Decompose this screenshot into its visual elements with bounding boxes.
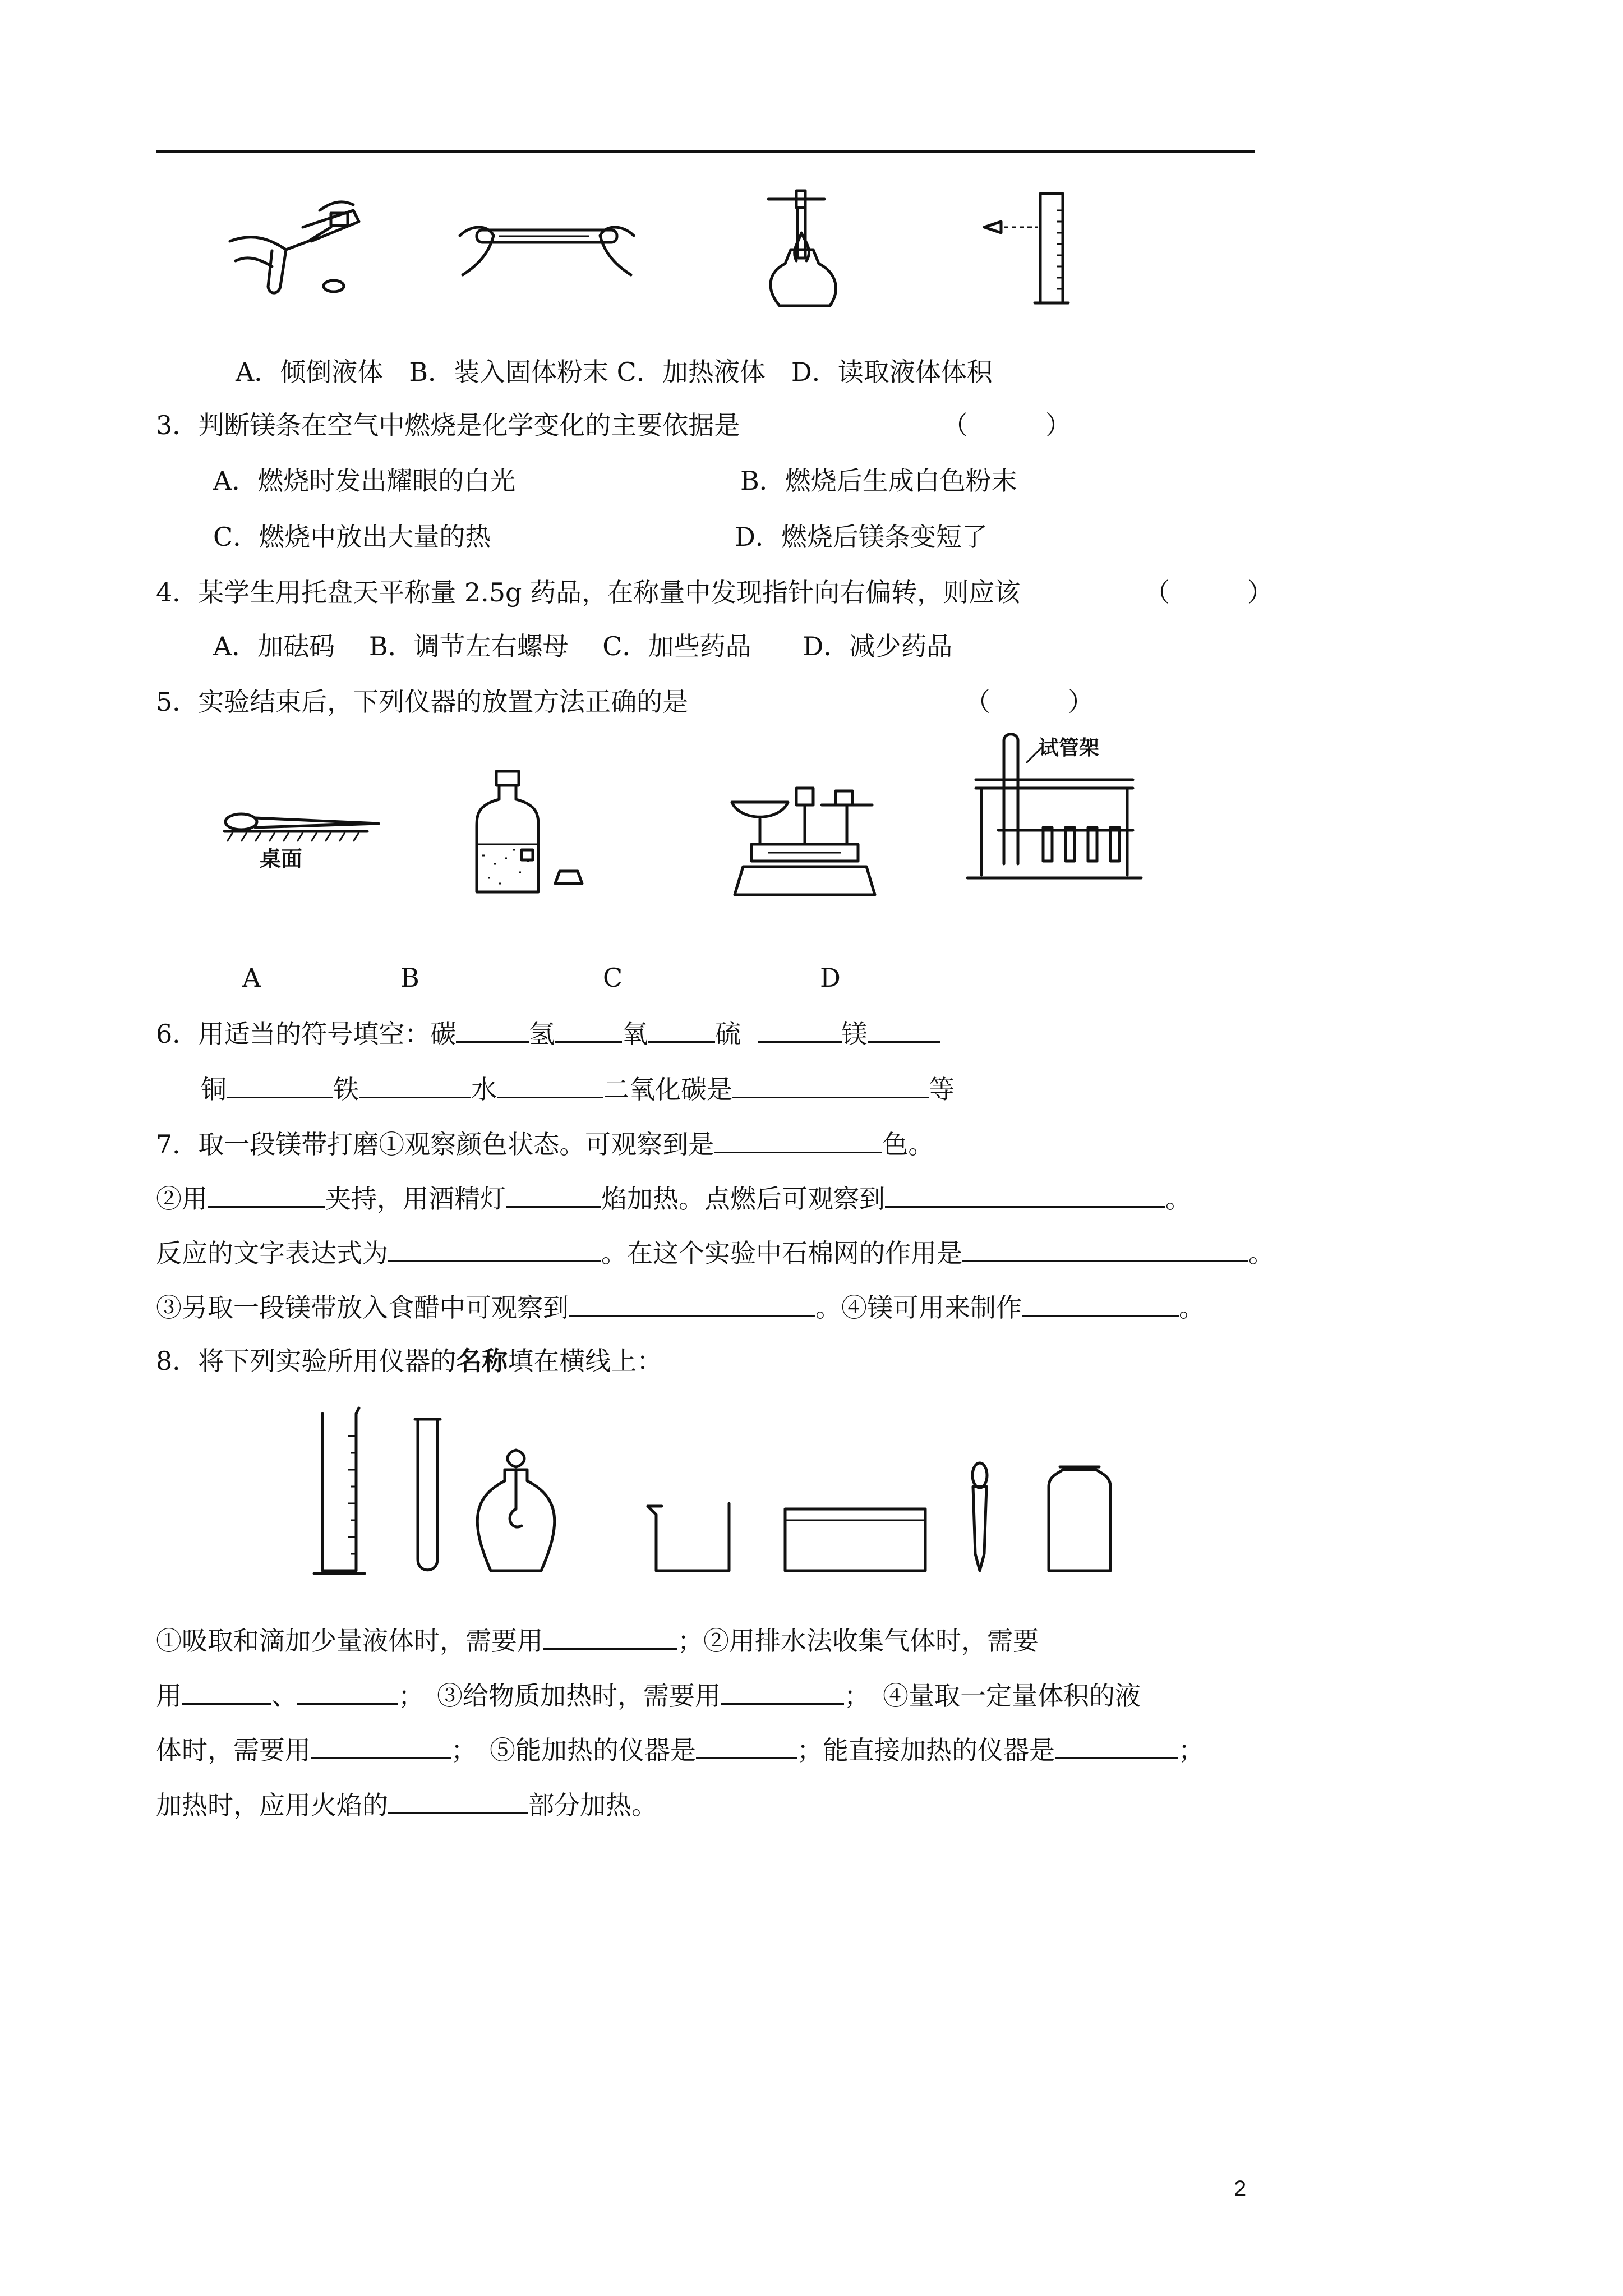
blank-gas-2[interactable] — [297, 1676, 398, 1705]
blank-copper[interactable] — [227, 1070, 333, 1098]
question-5-answer-paren: （ ） — [965, 687, 1094, 717]
q8-direct-heat-prompt: ；能直接加热的仪器是 — [797, 1735, 1055, 1765]
q8-stem-bold: 名称 — [456, 1346, 508, 1376]
question-5-label-d: D — [820, 963, 841, 993]
q6-hydrogen: 氢 — [529, 1019, 555, 1049]
q8-comma: 、 — [271, 1681, 297, 1711]
blank-magnesium[interactable] — [868, 1014, 940, 1043]
alcohol-lamp-icon — [477, 1450, 554, 1571]
q8-stem-b: 填在横线上： — [508, 1346, 663, 1376]
blank-heat[interactable] — [721, 1676, 844, 1705]
q7-vinegar: ③另取一段镁带放入食醋中可观察到 — [156, 1292, 569, 1323]
blank-co2[interactable] — [732, 1070, 929, 1098]
blank-flame[interactable] — [506, 1179, 601, 1208]
question-3-stem: 3．判断镁条在空气中燃烧是化学变化的主要依据是 — [156, 410, 740, 440]
blank-iron[interactable] — [359, 1070, 471, 1098]
q7-equation-label: 反应的文字表达式为 — [156, 1238, 388, 1268]
blank-holder[interactable] — [208, 1179, 325, 1208]
q8-heat-prompt: ； ③给物质加热时，需要用 — [398, 1681, 721, 1711]
figure-5c-balance — [723, 777, 886, 900]
beaker-icon — [648, 1503, 729, 1571]
label-test-tube-rack: 试管架 — [1039, 737, 1100, 760]
question-8-stem — [156, 1343, 662, 1378]
question-5-stem: 5．实验结束后，下列仪器的放置方法正确的是 — [156, 687, 689, 717]
q8-measure-cont: 体时，需要用 — [156, 1735, 311, 1765]
graduated-cylinder-icon — [314, 1408, 365, 1573]
test-tube-icon — [415, 1419, 440, 1570]
q8-dropper-prompt: ①吸取和滴加少量液体时，需要用 — [156, 1626, 543, 1656]
q7-use: ②用 — [156, 1184, 208, 1214]
question-6-line-1 — [156, 1014, 940, 1051]
question-4-stem: 4．某学生用托盘天平称量 2.5g 药品，在称量中发现指针向右偏转，则应该 — [156, 577, 1021, 608]
question-8-line-1 — [156, 1621, 1039, 1658]
question-7-line-1 — [156, 1125, 934, 1162]
blank-magnesium-use[interactable] — [1022, 1288, 1179, 1317]
figure-captions: A．倾倒液体 B．装入固体粉末 C．加热液体 D．读取液体体积 — [236, 357, 993, 387]
figure-pour-liquid — [219, 188, 381, 300]
blank-dropper[interactable] — [543, 1621, 677, 1650]
q6-stem: 6．用适当的符号填空：碳 — [156, 1019, 457, 1049]
q6-etc: 等 — [929, 1074, 955, 1105]
figure-heat-liquid — [757, 188, 852, 311]
figure-add-powder — [454, 213, 639, 292]
figure-5a-dropper-on-table — [222, 797, 390, 881]
blank-color[interactable] — [714, 1125, 882, 1153]
q6-iron: 铁 — [333, 1074, 359, 1105]
q6-co2: 二氧化碳是 — [603, 1074, 732, 1105]
q7-period-3: 。 — [1179, 1292, 1205, 1323]
blank-sulfur[interactable] — [758, 1014, 842, 1043]
header-rule — [156, 150, 1255, 153]
question-6-line-2 — [201, 1070, 955, 1107]
question-8-line-2 — [156, 1676, 1141, 1713]
blank-heatable[interactable] — [696, 1731, 797, 1759]
q7-uses: 。④镁可用来制作 — [815, 1292, 1022, 1323]
blank-vinegar-observation[interactable] — [569, 1288, 815, 1317]
question-8-line-4 — [156, 1786, 657, 1823]
question-3-option-d: D．燃烧后镁条变短了 — [735, 522, 988, 552]
q6-copper: 铜 — [201, 1074, 227, 1105]
q6-magnesium: 镁 — [841, 1019, 868, 1049]
blank-hydrogen[interactable] — [555, 1014, 622, 1043]
question-8-line-3 — [156, 1731, 1204, 1768]
q8-heatable-prompt: ； ⑤能加热的仪器是 — [451, 1735, 696, 1765]
q6-oxygen: 氧 — [622, 1019, 648, 1049]
question-3-option-a: A．燃烧时发出耀眼的白光 — [213, 466, 516, 496]
page-number: 2 — [1234, 2177, 1247, 2201]
figure-instruments-row — [303, 1402, 1122, 1588]
figure-read-volume — [979, 188, 1102, 311]
q7-observe: 焰加热。点燃后可观察到 — [601, 1184, 885, 1214]
figure-5b-reagent-bottle — [465, 766, 589, 900]
label-table-surface: 桌面 — [260, 846, 303, 871]
q8-gas-prompt: ；②用排水法收集气体时，需要 — [677, 1626, 1039, 1656]
blank-flame-part[interactable] — [388, 1786, 528, 1814]
dropper-icon — [972, 1463, 987, 1571]
q7-hold: 夹持，用酒精灯 — [325, 1184, 506, 1214]
gas-jar-icon — [1049, 1467, 1110, 1571]
question-4-answer-paren: （ ） — [1144, 577, 1273, 608]
question-4-options: A．加砝码 B．调节左右螺母 C．加些药品 D．减少药品 — [213, 631, 953, 661]
q7-period-1: 。 — [1165, 1184, 1191, 1214]
q8-semicolon: ； — [1178, 1735, 1204, 1765]
q8-use: 用 — [156, 1681, 182, 1711]
question-5-label-b: B — [400, 963, 419, 993]
question-3-answer-paren: （ ） — [942, 410, 1071, 440]
blank-direct-heat[interactable] — [1055, 1731, 1178, 1759]
blank-water[interactable] — [497, 1070, 603, 1098]
q8-flame-prompt: 加热时，应用火焰的 — [156, 1790, 388, 1820]
blank-gauze-purpose[interactable] — [962, 1234, 1248, 1262]
q7-gauze-label: 。在这个实验中石棉网的作用是 — [601, 1238, 962, 1268]
q7-color-suffix: 色。 — [882, 1129, 934, 1159]
q6-sulfur: 硫 — [715, 1019, 741, 1049]
question-7-line-4 — [156, 1288, 1205, 1325]
figure-5d-test-tube-rack — [965, 729, 1144, 898]
blank-oxygen[interactable] — [648, 1014, 715, 1043]
blank-gas-1[interactable] — [182, 1676, 271, 1705]
blank-word-equation[interactable] — [388, 1234, 601, 1262]
question-7-line-2 — [156, 1179, 1191, 1216]
q8-measure-prompt: ； ④量取一定量体积的液 — [844, 1681, 1141, 1711]
question-5-label-c: C — [603, 963, 623, 993]
q7-period-2: 。 — [1248, 1238, 1274, 1268]
question-3-option-c: C．燃烧中放出大量的热 — [213, 522, 491, 552]
water-trough-icon — [785, 1509, 925, 1571]
q7-stem: 7．取一段镁带打磨①观察颜色状态。可观察到是 — [156, 1129, 714, 1159]
blank-observation[interactable] — [885, 1179, 1165, 1208]
blank-measure[interactable] — [311, 1731, 451, 1759]
q8-stem-a: 8．将下列实验所用仪器的 — [156, 1346, 457, 1376]
q8-flame-suffix: 部分加热。 — [528, 1790, 657, 1820]
blank-carbon[interactable] — [456, 1014, 529, 1043]
question-3-option-b: B．燃烧后生成白色粉末 — [740, 466, 1017, 496]
q6-water: 水 — [471, 1074, 497, 1105]
question-7-line-3 — [156, 1234, 1274, 1271]
question-5-label-a: A — [242, 963, 261, 993]
